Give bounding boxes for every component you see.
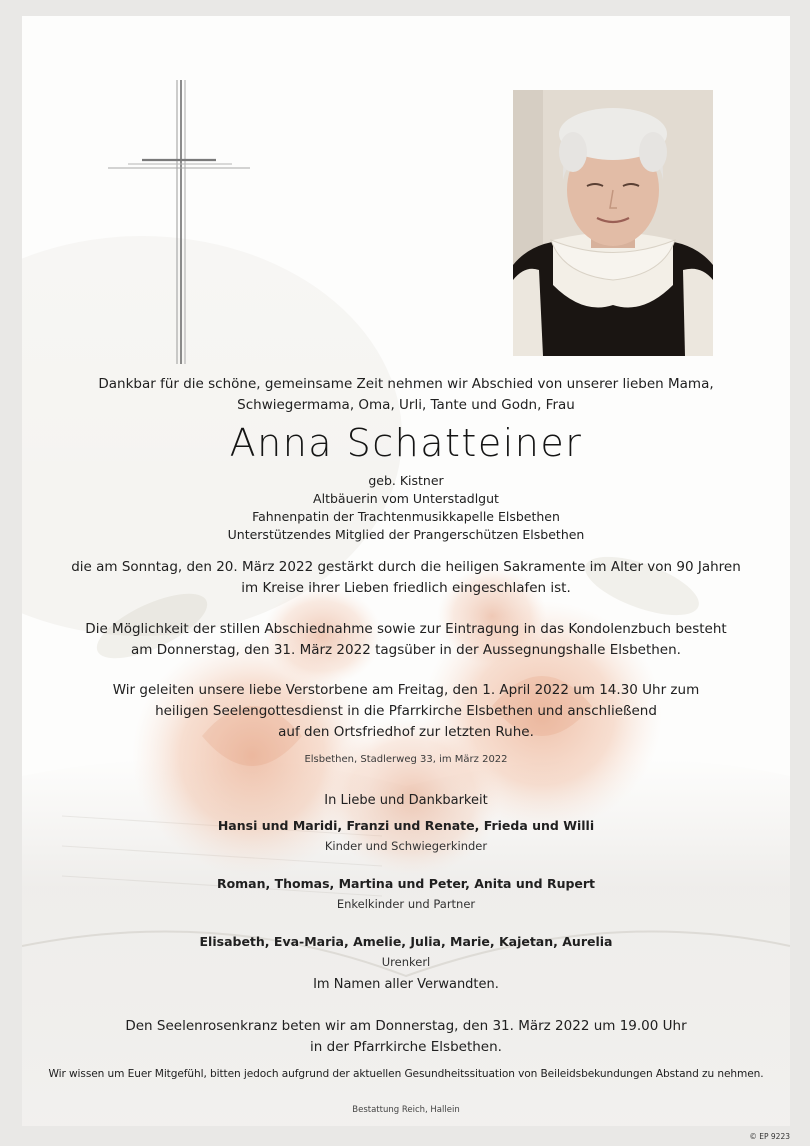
death-notice-line-1: die am Sonntag, den 20. März 2022 gestärkt durch die heiligen Sakramente im Alter von 90 Jahren (71, 559, 741, 575)
undertaker: Bestattung Reich, Hallein (352, 1105, 460, 1115)
mourners-great-grandchildren-relation: Urenkerl (381, 955, 431, 969)
covid-note: Wir wissen um Euer Mitgefühl, bitten jedoch aufgrund der aktuellen Gesundheitssituation von Beileidsbekundungen Abstand zu nehmen. (48, 1068, 764, 1080)
mourners-grandchildren-relation: Enkelkinder und Partner (336, 897, 476, 911)
title-line-3: Unterstützendes Mitglied der Prangerschützen Elsbethen (227, 527, 585, 542)
relatives-line: Im Namen aller Verwandten. (313, 977, 499, 992)
mourners-children-relation: Kinder und Schwiegerkinder (324, 839, 488, 853)
funeral-line-1: Wir geleiten unsere liebe Verstorbene am Freitag, den 1. April 2022 um 14.30 Uhr zum (112, 682, 700, 698)
maiden-name: geb. Kistner (368, 473, 444, 488)
funeral-line-2: heiligen Seelengottesdienst in die Pfarrkirche Elsbethen und anschließend (155, 703, 657, 719)
farewell-line-2: am Donnerstag, den 31. März 2022 tagsüber in der Aussegnungshalle Elsbethen. (131, 642, 681, 658)
title-line-1: Altbäuerin vom Unterstadlgut (313, 491, 499, 506)
mourners-grandchildren: Roman, Thomas, Martina und Peter, Anita und Rupert (216, 876, 596, 891)
intro-line-1: Dankbar für die schöne, gemeinsame Zeit nehmen wir Abschied von unserer lieben Mama, (98, 376, 714, 392)
death-notice-line-2: im Kreise ihrer Lieben friedlich eingeschlafen ist. (241, 580, 571, 596)
title-line-2: Fahnenpatin der Trachtenmusikkapelle Elsbethen (252, 509, 560, 524)
rosary-line-1: Den Seelenrosenkranz beten wir am Donnerstag, den 31. März 2022 um 19.00 Uhr (125, 1018, 687, 1034)
deceased-name: Anna Schatteiner (229, 421, 583, 465)
intro-line-2: Schwiegermama, Oma, Urli, Tante und Godn, Frau (237, 397, 575, 413)
funeral-line-3: auf den Ortsfriedhof zur letzten Ruhe. (278, 724, 534, 740)
mourners-children: Hansi und Maridi, Franzi und Renate, Frieda und Willi (217, 818, 595, 833)
portrait-photo (513, 90, 713, 356)
copyright-label: © EP 9223 (749, 1132, 790, 1141)
mourners-great-grandchildren: Elisabeth, Eva-Maria, Amelie, Julia, Marie, Kajetan, Aurelia (199, 934, 613, 949)
obituary-card (22, 16, 790, 1126)
cross-icon (108, 80, 250, 364)
in-love-line: In Liebe und Dankbarkeit (324, 793, 488, 808)
rosary-line-2: in der Pfarrkirche Elsbethen. (310, 1039, 502, 1055)
farewell-line-1: Die Möglichkeit der stillen Abschiednahme sowie zur Eintragung in das Kondolenzbuch besteht (85, 621, 727, 637)
place-date: Elsbethen, Stadlerweg 33, im März 2022 (304, 754, 508, 765)
